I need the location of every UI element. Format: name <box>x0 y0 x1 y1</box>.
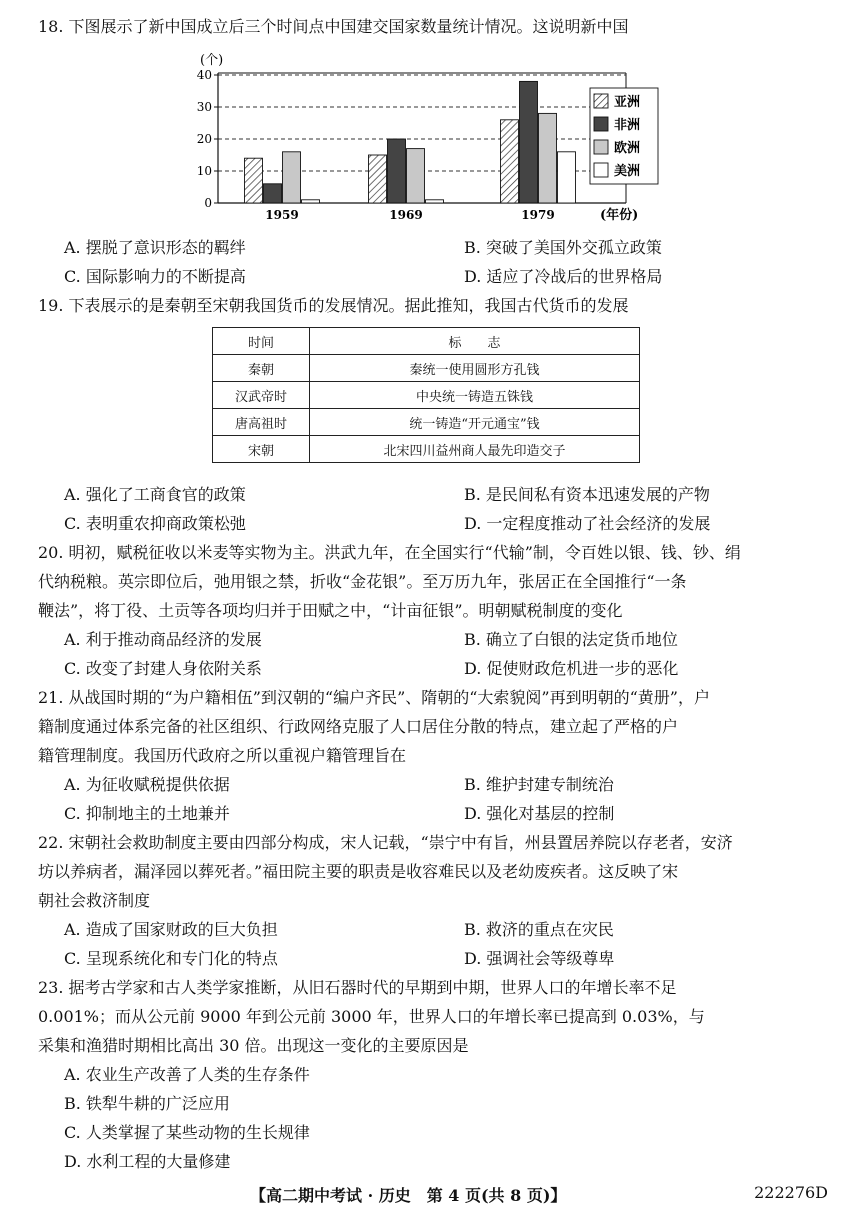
bar-美洲 <box>558 152 576 203</box>
question-text-line: 代纳税粮。英宗即位后，弛用银之禁，折收“金花银”。至万历九年，张居正在全国推行“一条 <box>38 572 687 591</box>
bar-非洲 <box>264 184 282 203</box>
answer-option-a[interactable]: A. 造成了国家财政的巨大负担 <box>64 920 278 939</box>
table-row <box>213 436 640 463</box>
legend-swatch <box>594 94 608 108</box>
y-axis-label: (个) <box>200 53 224 68</box>
footer-page-info: 【高二期中考试 · 历史 第 4 页(共 8 页)】 <box>250 1186 567 1205</box>
question-23 <box>38 973 830 1176</box>
answer-option-d[interactable]: D. 水利工程的大量修建 <box>64 1152 231 1171</box>
answer-option-a[interactable]: A. 强化了工商食官的政策 <box>64 485 246 504</box>
question-text-line: 23. 据考古学家和古人类学家推断，从旧石器时代的早期到中期，世界人口的年增长率不足 <box>38 978 677 997</box>
table-cell-period: 秦朝 <box>213 355 310 382</box>
bar-非洲 <box>520 81 538 203</box>
question-19 <box>38 291 830 320</box>
question-text-line: 籍管理制度。我国历代政府之所以重视户籍管理旨在 <box>38 746 407 765</box>
table-row <box>213 409 640 436</box>
answer-option-a[interactable]: A. 农业生产改善了人类的生存条件 <box>64 1065 310 1084</box>
currency-table <box>212 327 640 463</box>
bar-亚洲 <box>369 155 387 203</box>
x-tick-label: 1959 <box>265 208 299 222</box>
table-cell-period: 唐高祖时 <box>213 409 310 436</box>
y-tick-label: 10 <box>196 164 212 178</box>
table-row <box>213 382 640 409</box>
table-header-row <box>213 328 640 355</box>
question-text-line: 0.001%；而从公元前 9000 年到公元前 3000 年，世界人口的年增长率已提高到 0.03%，与 <box>38 1007 705 1026</box>
table-header-time: 时间 <box>213 328 310 355</box>
question-18-stem: 18. 下图展示了新中国成立后三个时间点中国建交国家数量统计情况。这说明新中国 <box>38 17 629 36</box>
question-18 <box>38 12 830 41</box>
x-axis-label: (年份) <box>600 208 639 223</box>
answer-option-c[interactable]: C. 呈现系统化和专门化的特点 <box>64 949 278 968</box>
answer-option-d[interactable]: D. 促使财政危机进一步的恶化 <box>464 659 679 678</box>
answer-option-b[interactable]: B. 维护封建专制统治 <box>464 775 614 794</box>
answer-option-a[interactable]: A. 利于推动商品经济的发展 <box>64 630 262 649</box>
answer-option-b[interactable]: B. 铁犁牛耕的广泛应用 <box>64 1094 230 1113</box>
table-cell-mark: 秦统一使用圆形方孔钱 <box>310 355 640 382</box>
bar-欧洲 <box>539 113 557 203</box>
question-text-line: 22. 宋朝社会救助制度主要由四部分构成，宋人记载，“崇宁中有旨，州县置居养院以存老者，安济 <box>38 833 733 852</box>
answer-option-d[interactable]: D. 强调社会等级尊卑 <box>464 949 615 968</box>
table-cell-mark: 统一铸造“开元通宝”钱 <box>310 409 640 436</box>
answer-option-d[interactable]: D. 一定程度推动了社会经济的发展 <box>464 514 711 533</box>
question-text-line: 坊以养病者，漏泽园以葬死者。”福田院主要的职责是收容难民以及老幼废疾者。这反映了宋 <box>38 862 679 881</box>
table-cell-mark: 北宋四川益州商人最先印造交子 <box>310 436 640 463</box>
answer-option-a[interactable]: A. 摆脱了意识形态的羁绊 <box>64 238 246 257</box>
bar-非洲 <box>388 139 406 203</box>
answer-option-c[interactable]: C. 改变了封建人身依附关系 <box>64 659 262 678</box>
question-text-line: 鞭法”，将丁役、土贡等各项均归并于田赋之中，“计亩征银”。明朝赋税制度的变化 <box>38 601 623 620</box>
question-19-options <box>38 480 830 538</box>
question-22 <box>38 828 830 973</box>
page-footer <box>0 1183 860 1211</box>
legend-swatch <box>594 140 608 154</box>
legend-swatch <box>594 163 608 177</box>
table-header-mark: 标 志 <box>310 328 640 355</box>
diplomatic-relations-bar-chart <box>196 40 666 225</box>
question-21 <box>38 683 830 828</box>
answer-option-d[interactable]: D. 适应了冷战后的世界格局 <box>464 267 663 286</box>
answer-option-c[interactable]: C. 国际影响力的不断提高 <box>64 267 246 286</box>
question-19-stem: 19. 下表展示的是秦朝至宋朝我国货币的发展情况。据此推知，我国古代货币的发展 <box>38 296 629 315</box>
answer-option-b[interactable]: B. 确立了白银的法定货币地位 <box>464 630 678 649</box>
table-cell-period: 汉武帝时 <box>213 382 310 409</box>
footer-code: 222276D <box>754 1183 828 1202</box>
legend-label: 亚洲 <box>614 95 641 110</box>
question-text-line: 籍制度通过体系完备的社区组织、行政网络克服了人口居住分散的特点，建立起了严格的户 <box>38 717 679 736</box>
bar-欧洲 <box>407 149 425 203</box>
table-cell-mark: 中央统一铸造五铢钱 <box>310 382 640 409</box>
bar-美洲 <box>302 200 320 203</box>
answer-option-c[interactable]: C. 抑制地主的土地兼并 <box>64 804 230 823</box>
legend-label: 非洲 <box>614 118 641 133</box>
x-tick-label: 1979 <box>521 208 555 222</box>
legend-label: 美洲 <box>614 164 641 179</box>
table-cell-period: 宋朝 <box>213 436 310 463</box>
bar-欧洲 <box>283 152 301 203</box>
answer-option-c[interactable]: C. 表明重农抑商政策松弛 <box>64 514 246 533</box>
answer-option-b[interactable]: B. 救济的重点在灾民 <box>464 920 614 939</box>
question-text-line: 21. 从战国时期的“为户籍相伍”到汉朝的“编户齐民”、隋朝的“大索貌阅”再到明朝的“黄册”，户 <box>38 688 710 707</box>
y-tick-label: 40 <box>196 68 212 82</box>
question-text-line: 朝社会救济制度 <box>38 891 151 910</box>
legend-swatch <box>594 117 608 131</box>
question-20 <box>38 538 830 683</box>
table-row <box>213 355 640 382</box>
y-tick-label: 30 <box>196 100 212 114</box>
bar-美洲 <box>426 200 444 203</box>
legend-label: 欧洲 <box>614 141 641 156</box>
answer-option-b[interactable]: B. 是民间私有资本迅速发展的产物 <box>464 485 710 504</box>
answer-option-d[interactable]: D. 强化对基层的控制 <box>464 804 615 823</box>
answer-option-b[interactable]: B. 突破了美国外交孤立政策 <box>464 238 662 257</box>
bar-亚洲 <box>245 158 263 203</box>
question-text-line: 20. 明初，赋税征收以米麦等实物为主。洪武九年，在全国实行“代输”制，令百姓以银、钱、钞、绢 <box>38 543 741 562</box>
question-18-options <box>38 233 830 291</box>
question-text-line: 采集和渔猎时期相比高出 30 倍。出现这一变化的主要原因是 <box>38 1036 469 1055</box>
x-tick-label: 1969 <box>389 208 423 222</box>
y-tick-label: 0 <box>204 196 212 210</box>
y-tick-label: 20 <box>196 132 212 146</box>
answer-option-a[interactable]: A. 为征收赋税提供依据 <box>64 775 230 794</box>
answer-option-c[interactable]: C. 人类掌握了某些动物的生长规律 <box>64 1123 310 1142</box>
bar-亚洲 <box>501 120 519 203</box>
